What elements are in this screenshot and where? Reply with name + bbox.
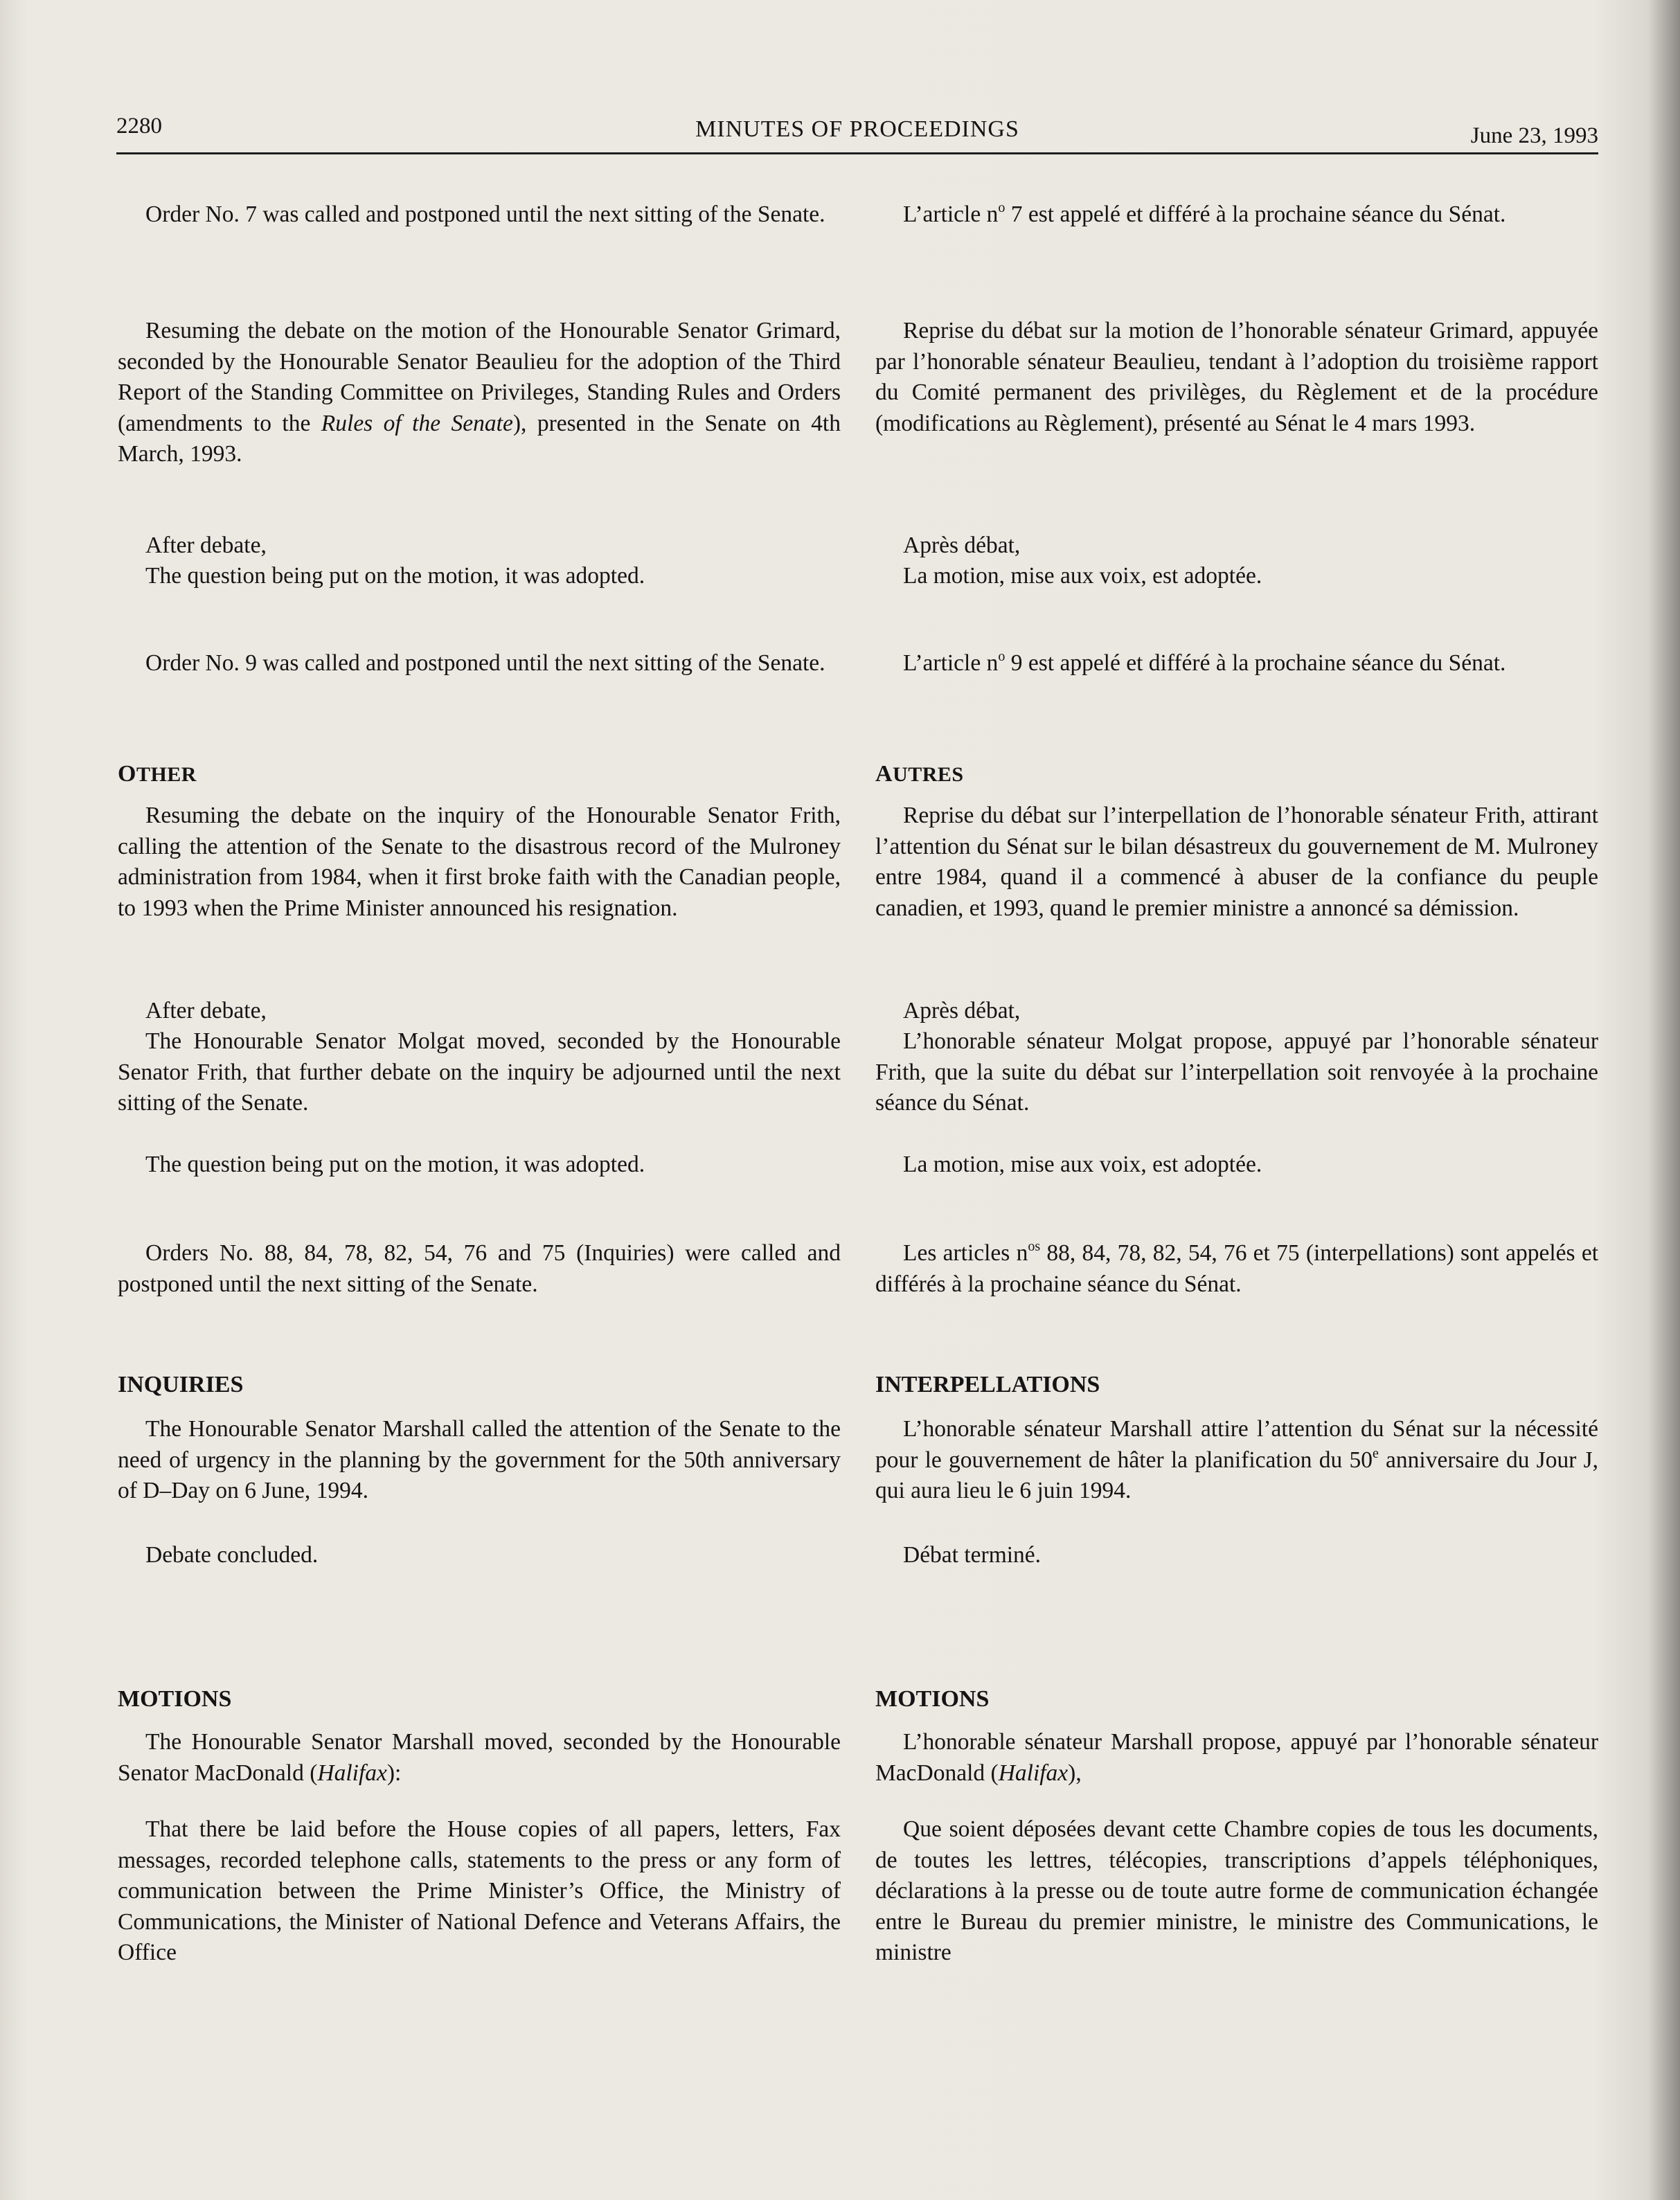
- marshall-moved-paragraph: [118, 1727, 841, 1789]
- resuming-grimard-text: Resuming the debate on the motion of the Honourable Senator Grimard, seconded by the Honourable Senator Beaulieu for the adoption of the Third Report of the Standing Committee on Privileges, Standing Rules and Orders (amendments to the: [118, 318, 841, 436]
- marshall-moved-text: The Honourable Senator Marshall moved, seconded by the Honourable Senator MacDonald (: [118, 1729, 841, 1786]
- resuming-grimard-end: ), presented in the Senate on 4th March, 1993.: [118, 410, 841, 467]
- marshall-attire-end: anniversaire du Jour J, qui aura lieu le 6 juin 1994.: [875, 1447, 1598, 1503]
- molgat-moved-paragraph: The Honourable Senator Molgat moved, seconded by the Honourable Senator Frith, that further debate on the inquiry be adjourned until the next sitting of the Senate.: [118, 1028, 841, 1116]
- molgat-propose-paragraph: L’honorable sénateur Molgat propose, appuyé par l’honorable sénateur Frith, que la suite du débat sur l’interpellation soit renvoyée à la prochaine séance du Sénat.: [875, 1028, 1598, 1116]
- motions-heading-en: MOTIONS: [118, 1686, 232, 1712]
- page-header: [116, 111, 1598, 154]
- article-9-text: L’article n: [903, 650, 999, 676]
- debat-termine: Débat terminé.: [903, 1542, 1042, 1568]
- apres-debat-2: Après débat,: [903, 998, 1021, 1023]
- after-debate-2: After debate,: [145, 998, 267, 1023]
- article-7-sup: o: [998, 200, 1006, 215]
- other-heading: [118, 759, 841, 791]
- adopted-2: The question being put on the motion, it was adopted.: [145, 1152, 645, 1177]
- marshall-moved-end: ):: [386, 1760, 402, 1786]
- order-9-paragraph: Order No. 9 was called and postponed until the next sitting of the Senate.: [145, 650, 825, 676]
- article-9-paragraph: [875, 648, 1598, 679]
- sitting-date: June 23, 1993: [1470, 123, 1598, 148]
- resuming-grimard-paragraph: [118, 316, 841, 470]
- motions-heading-fr: MOTIONS: [875, 1686, 990, 1712]
- after-debate-1: After debate,: [145, 533, 267, 558]
- articles-88-text: Les articles n: [903, 1240, 1028, 1266]
- adopted-1: The question being put on the motion, it was adopted.: [145, 563, 645, 589]
- article-7-text: L’article n: [903, 202, 999, 227]
- halifax-italic-fr: Halifax: [998, 1760, 1069, 1786]
- que-soient-paragraph: Que soient déposées devant cette Chambre copies de tous les documents, de toutes les lettres, télécopies, transcriptions d’appels téléphoniques, déclarations à la presse ou de toute autre forme de communication échangée entre le Bureau du premier ministre, le ministre des Communications, le ministre: [875, 1816, 1598, 1965]
- reprise-grimard-paragraph: Reprise du débat sur la motion de l’honorable sénateur Grimard, appuyée par l’honorable sénateur Beaulieu, tendant à l’adoption du troisième rapport du Comité permanent des privilèges, du Règlement et de la procédure (modifications au Règlement), présenté au Sénat le 4 mars 1993.: [875, 318, 1598, 436]
- running-title: MINUTES OF PROCEEDINGS: [695, 116, 1019, 142]
- interpellations-heading: INTERPELLATIONS: [875, 1372, 1100, 1397]
- articles-88-paragraph: [875, 1238, 1598, 1300]
- marshall-attire-sup: e: [1372, 1445, 1379, 1461]
- autres-heading: [875, 759, 1598, 791]
- debate-concluded: Debate concluded.: [145, 1542, 319, 1568]
- marshall-propose-end: ),: [1068, 1760, 1082, 1786]
- marshall-propose-text: L’honorable sénateur Marshall propose, appuyé par l’honorable sénateur MacDonald (: [875, 1729, 1598, 1786]
- autres-heading-initial: A: [875, 761, 893, 787]
- reprise-frith-paragraph: Reprise du débat sur l’interpellation de l’honorable sénateur Frith, attirant l’attention du Sénat sur le bilan désastreux du gouvernement de M. Mulroney entre 1984, quand il a commencé à abuser de la confiance du peuple canadien, et 1993, quand le premier ministre a annoncé sa démission.: [875, 803, 1598, 921]
- halifax-italic-en: Halifax: [317, 1760, 387, 1786]
- that-there-paragraph: That there be laid before the House copies of all papers, letters, Fax messages, recorded telephone calls, statements to the press or any form of communication between the Prime Minister’s Office, the Ministry of Communications, the Minister of National Defence and Veterans Affairs, the Office: [118, 1816, 841, 1965]
- article-9-end: 9 est appelé et différé à la prochaine séance du Sénat.: [1005, 650, 1506, 676]
- article-9-sup: o: [998, 649, 1006, 664]
- articles-88-end: 88, 84, 78, 82, 54, 76 et 75 (interpellations) sont appelés et différés à la prochaine séance du Sénat.: [875, 1240, 1598, 1297]
- other-heading-initial: O: [118, 761, 136, 787]
- adoptee-1: La motion, mise aux voix, est adoptée.: [903, 563, 1262, 589]
- articles-88-sup: os: [1028, 1239, 1041, 1254]
- inquiries-heading: INQUIRIES: [118, 1372, 244, 1397]
- autres-heading-rest: UTRES: [893, 763, 964, 786]
- article-7-end: 7 est appelé et différé à la prochaine séance du Sénat.: [1005, 202, 1506, 227]
- marshall-attire-text: L’honorable sénateur Marshall attire l’attention du Sénat sur la nécessité pour le gouvernement de hâter la planification du 50: [875, 1416, 1598, 1473]
- adoptee-2: La motion, mise aux voix, est adoptée.: [903, 1152, 1262, 1177]
- marshall-attire-paragraph: [875, 1414, 1598, 1507]
- rules-of-senate-italic: Rules of the Senate: [321, 410, 513, 436]
- article-7-paragraph: [875, 199, 1598, 231]
- marshall-attention-paragraph: The Honourable Senator Marshall called the attention of the Senate to the need of urgency in the planning by the government for the 50th anniversary of D–Day on 6 June, 1994.: [118, 1416, 841, 1503]
- other-heading-rest: THER: [136, 763, 197, 786]
- marshall-propose-paragraph: [875, 1727, 1598, 1789]
- resuming-frith-paragraph: Resuming the debate on the inquiry of the Honourable Senator Frith, calling the attention of the Senate to the disastrous record of the Mulroney administration from 1984, when it first broke faith with the Canadian people, to 1993 when the Prime Minister announced his resignation.: [118, 803, 841, 921]
- page-number: 2280: [116, 114, 162, 138]
- apres-debat-1: Après débat,: [903, 533, 1021, 558]
- orders-88-paragraph: Orders No. 88, 84, 78, 82, 54, 76 and 75 (Inquiries) were called and postponed until the next sitting of the Senate.: [118, 1240, 841, 1297]
- order-7-paragraph: Order No. 7 was called and postponed until the next sitting of the Senate.: [145, 202, 825, 227]
